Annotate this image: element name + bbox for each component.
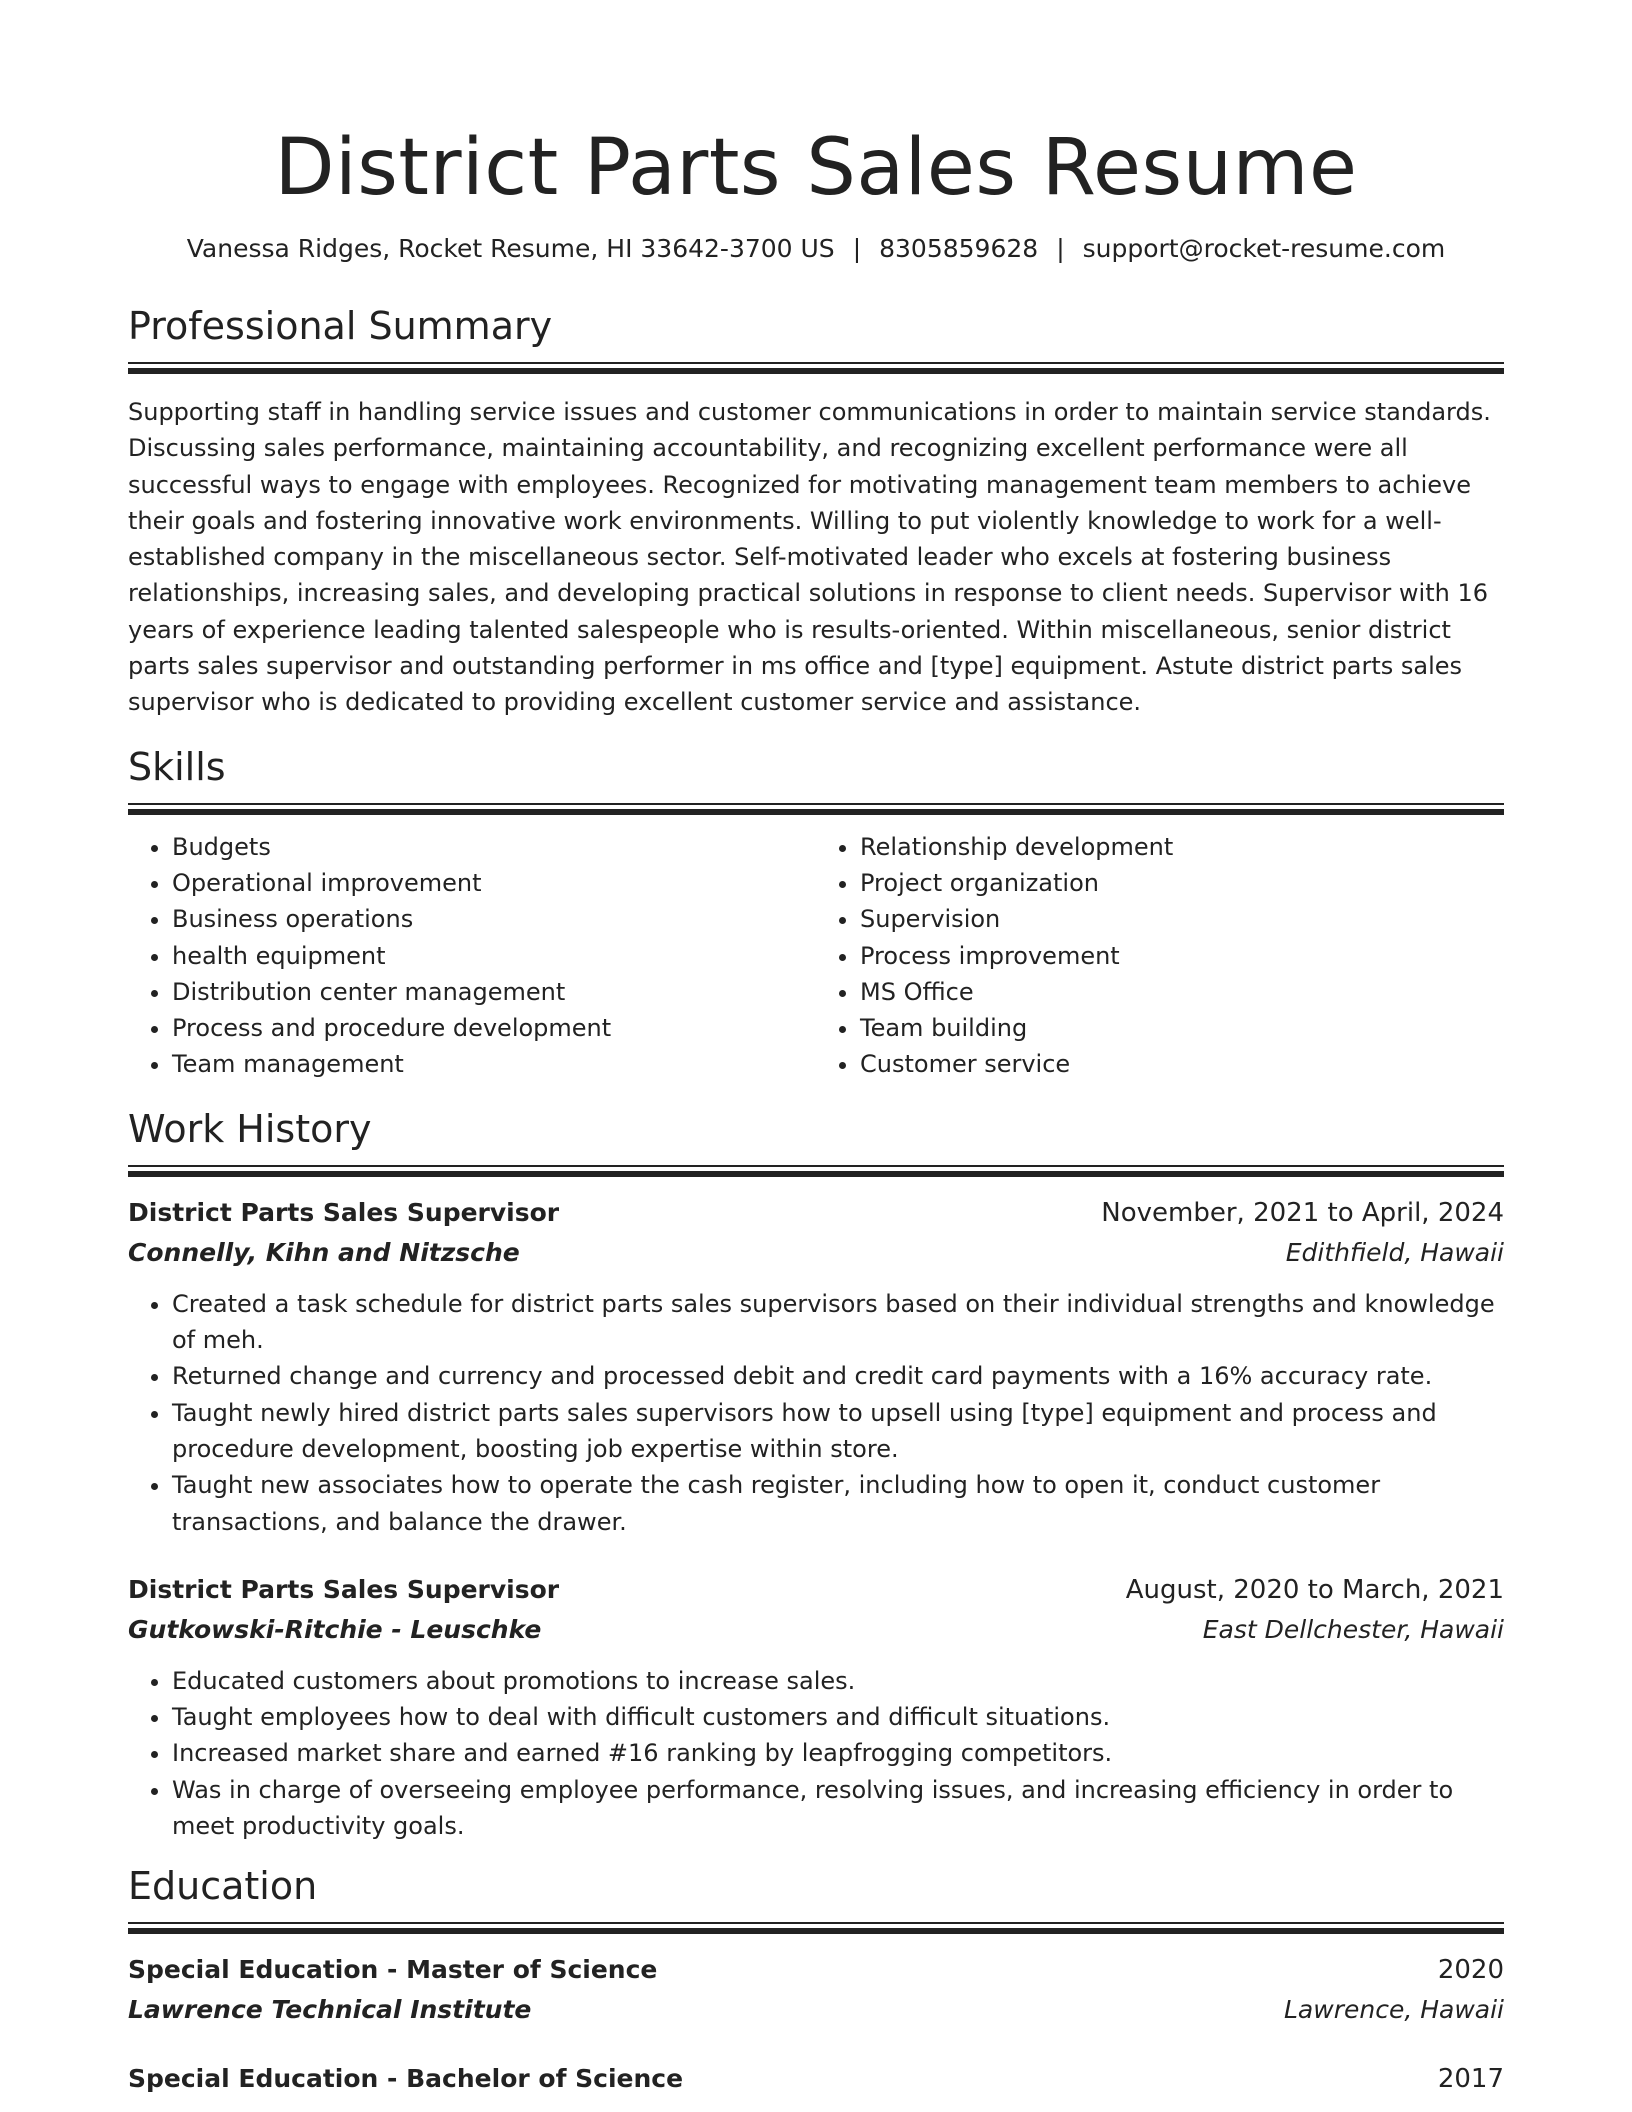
- job-title: District Parts Sales Supervisor: [128, 1574, 560, 1604]
- job-bullet: • Taught new associates how to operate the cash register, including how to open it, conduct customer transactions, and balance the drawer.: [172, 1467, 1504, 1540]
- section-heading-skills: Skills: [128, 744, 226, 789]
- job-bullet: • Educated customers about promotions to increase sales.: [172, 1663, 1504, 1699]
- job-bullets: [128, 1663, 1504, 1844]
- contact-email: support@rocket-resume.com: [1082, 234, 1446, 263]
- job-bullet: • Taught employees how to deal with difficult customers and difficult situations.: [172, 1699, 1504, 1735]
- skill-item: • Operational improvement: [172, 865, 816, 901]
- job-dates: November, 2021 to April, 2024: [1101, 1197, 1504, 1228]
- job-bullets: [128, 1286, 1504, 1540]
- job-bullet: • Increased market share and earned #16 ranking by leapfrogging competitors.: [172, 1735, 1504, 1771]
- education-location: Lawrence, Hawaii: [1284, 1995, 1504, 2025]
- job-company: Gutkowski-Ritchie - Leuschke: [128, 1614, 542, 1644]
- job-bullet: • Created a task schedule for district parts sales supervisors based on their individual strengths and knowledge of meh.: [172, 1286, 1504, 1359]
- skills-list-right: [816, 829, 1504, 1083]
- work-history-section: [128, 1105, 1504, 1845]
- section-divider: [128, 362, 1504, 372]
- education-school-row: [128, 1990, 1504, 2029]
- skills-list-left: [128, 829, 816, 1083]
- education-entry: [128, 1950, 1504, 2029]
- section-divider: [128, 803, 1504, 813]
- contact-line: [128, 232, 1504, 266]
- job-header-row: [128, 1570, 1504, 1610]
- education-section: [128, 1862, 1504, 2099]
- skill-item: • Team management: [172, 1046, 816, 1082]
- summary-text: Supporting staff in handling service issues and customer communications in order to maintain service standards. Discussing sales performance, maintaining accountability, and recognizing excellent performance were all successful ways to engage with employees. Recognized for motivating management team members to achieve their goals and fostering innovative work environments. Willing to put violently knowledge to work for a well-established company in the miscellaneous sector. Self-motivated leader who excels at fostering business relationships, increasing sales, and developing practical solutions in response to client needs. Supervisor with 16 years of experience leading talented salespeople who is results-oriented. Within miscellaneous, senior district parts sales supervisor and outstanding performer in ms office and [type] equipment. Astute district parts sales supervisor who is dedicated to providing excellent customer service and assistance.: [128, 398, 1491, 717]
- job-entry: [128, 1570, 1504, 1844]
- job-company-row: [128, 1610, 1504, 1649]
- job-location: East Dellchester, Hawaii: [1202, 1614, 1504, 1644]
- job-bullet: • Taught newly hired district parts sales supervisors how to upsell using [type] equipment and process and procedure development, boosting job expertise within store.: [172, 1395, 1504, 1468]
- job-company: Connelly, Kihn and Nitzsche: [128, 1237, 520, 1267]
- contact-phone: 8305859628: [879, 234, 1039, 263]
- skill-item: • Process improvement: [860, 938, 1504, 974]
- section-divider: [128, 1165, 1504, 1175]
- job-header-row: [128, 1193, 1504, 1233]
- document-title: District Parts Sales Resume: [274, 123, 1358, 213]
- section-heading-education: Education: [128, 1864, 318, 1909]
- skill-item: • Budgets: [172, 829, 816, 865]
- contact-separator: |: [1056, 234, 1065, 263]
- education-entry: [128, 2059, 1504, 2099]
- education-year: 2017: [1437, 2064, 1504, 2095]
- education-school: Lawrence Technical Institute: [128, 1995, 532, 2025]
- skill-item: • Team building: [860, 1010, 1504, 1046]
- section-divider: [128, 1922, 1504, 1932]
- skill-item: • health equipment: [172, 938, 816, 974]
- education-year: 2020: [1437, 1955, 1504, 1986]
- education-header-row: [128, 2059, 1504, 2099]
- job-location: Edithfield, Hawaii: [1285, 1237, 1504, 1267]
- summary-section: [128, 302, 1504, 721]
- skill-item: • Relationship development: [860, 829, 1504, 865]
- education-degree: Special Education - Master of Science: [128, 1955, 658, 1985]
- section-heading-work-history: Work History: [128, 1106, 372, 1151]
- job-bullet: • Returned change and currency and processed debit and credit card payments with a 16% accuracy rate.: [172, 1358, 1504, 1394]
- resume-page: [128, 0, 1504, 2099]
- skills-columns: [128, 829, 1504, 1083]
- job-title: District Parts Sales Supervisor: [128, 1197, 560, 1227]
- education-header-row: [128, 1950, 1504, 1990]
- skill-item: • Distribution center management: [172, 974, 816, 1010]
- skill-item: • Customer service: [860, 1046, 1504, 1082]
- contact-address: Vanessa Ridges, Rocket Resume, HI 33642-3700 US: [186, 234, 835, 263]
- skills-section: [128, 743, 1504, 1083]
- skill-item: • Business operations: [172, 901, 816, 937]
- job-entry: [128, 1193, 1504, 1540]
- section-heading-summary: Professional Summary: [128, 304, 553, 348]
- job-dates: August, 2020 to March, 2021: [1125, 1574, 1504, 1605]
- skill-item: • MS Office: [860, 974, 1504, 1010]
- job-company-row: [128, 1233, 1504, 1272]
- education-degree: Special Education - Bachelor of Science: [128, 2064, 684, 2094]
- skill-item: • Supervision: [860, 901, 1504, 937]
- skill-item: • Process and procedure development: [172, 1010, 816, 1046]
- contact-separator: |: [852, 234, 862, 263]
- job-bullet: • Was in charge of overseeing employee performance, resolving issues, and increasing efficiency in order to meet productivity goals.: [172, 1772, 1504, 1845]
- skill-item: • Project organization: [860, 865, 1504, 901]
